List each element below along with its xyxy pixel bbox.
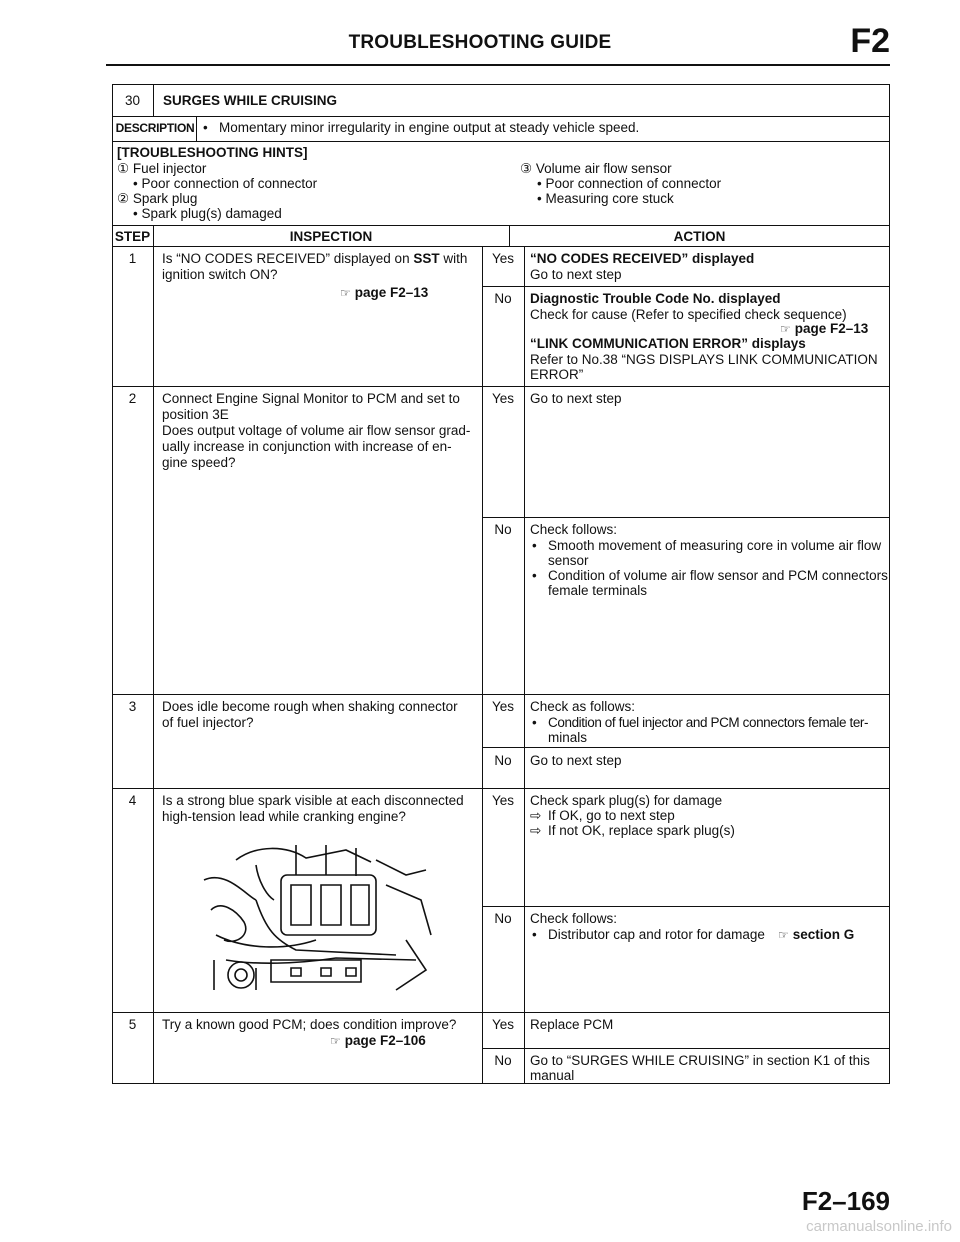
reference-icon: ☞ (780, 322, 791, 336)
divider (482, 286, 890, 287)
action-text: Check follows: (530, 911, 618, 926)
divider (112, 386, 890, 387)
inspection-text: Is a strong blue spark visible at each disconnected (162, 793, 464, 808)
action-text: ERROR” (530, 367, 584, 382)
inspection-text: gine speed? (162, 455, 236, 470)
reference-icon: ☞ (340, 286, 351, 300)
divider (482, 246, 483, 1084)
divider (153, 225, 154, 1084)
no-label: No (494, 291, 512, 306)
divider (112, 225, 890, 226)
header-rule (106, 64, 890, 66)
page-title: TROUBLESHOOTING GUIDE (348, 32, 612, 53)
bullet: • (532, 568, 537, 583)
action-text: Go to next step (530, 391, 622, 406)
no-label: No (494, 911, 512, 926)
action-text: Distributor cap and rotor for damage (548, 927, 765, 942)
action-text: If OK, go to next step (548, 808, 675, 823)
column-header-inspection: INSPECTION (289, 229, 373, 244)
divider (196, 116, 197, 141)
hint-item: • Measuring core stuck (537, 191, 674, 206)
divider (482, 517, 890, 518)
inspection-text: Is “NO CODES RECEIVED” displayed on SST with (162, 251, 468, 266)
yes-label: Yes (491, 793, 515, 808)
action-text: Replace PCM (530, 1017, 614, 1032)
reference-icon: ☞ (778, 928, 789, 942)
no-label: No (494, 1053, 512, 1068)
bullet: • (532, 927, 537, 942)
reference-icon: ☞ (330, 1034, 341, 1048)
yes-label: Yes (491, 699, 515, 714)
hint-item: • Spark plug(s) damaged (133, 206, 282, 221)
arrow-icon: ⇨ (530, 808, 542, 823)
section-reference: ☞ section G (778, 927, 855, 942)
step-number: 3 (128, 699, 137, 714)
action-text: If not OK, replace spark plug(s) (548, 823, 735, 838)
page-number: F2–169 (801, 1186, 890, 1216)
action-text: Refer to No.38 “NGS DISPLAYS LINK COMMUNICATION (530, 352, 878, 367)
divider (482, 1048, 890, 1049)
description-text: Momentary minor irregularity in engine output at steady vehicle speed. (219, 120, 640, 135)
action-text: Check follows: (530, 522, 618, 537)
no-label: No (494, 522, 512, 537)
hint-item: ③ Volume air flow sensor (520, 161, 672, 176)
page-reference: ☞ page F2–13 (340, 285, 429, 300)
action-text: Diagnostic Trouble Code No. displayed (530, 291, 781, 306)
bullet: • (532, 715, 537, 730)
action-text: Condition of volume air flow sensor and PCM connectors (548, 568, 888, 583)
divider (153, 84, 154, 116)
action-text: Condition of fuel injector and PCM connectors female ter- (548, 715, 869, 730)
section-title: SURGES WHILE CRUISING (163, 93, 338, 108)
action-text: minals (548, 730, 588, 745)
page-reference: ☞ page F2–13 (780, 321, 869, 336)
yes-label: Yes (491, 1017, 515, 1032)
divider (112, 141, 890, 142)
inspection-text: Does output voltage of volume air flow sensor grad- (162, 423, 471, 438)
action-text: “LINK COMMUNICATION ERROR” displays (530, 336, 806, 351)
divider (482, 906, 890, 907)
no-label: No (494, 753, 512, 768)
action-text: sensor (548, 553, 589, 568)
watermark: carmanualsonline.info (806, 1218, 952, 1235)
action-text: “NO CODES RECEIVED” displayed (530, 251, 755, 266)
column-header-step: STEP (114, 229, 151, 244)
hint-item: ① Fuel injector (117, 161, 207, 176)
bullet: • (203, 120, 208, 135)
action-text: Go to next step (530, 753, 622, 768)
divider (112, 694, 890, 695)
step-number: 4 (128, 793, 137, 808)
page-reference: ☞ page F2–106 (330, 1033, 426, 1048)
inspection-text: of fuel injector? (162, 715, 254, 730)
inspection-text: high-tension lead while cranking engine? (162, 809, 406, 824)
hint-item: • Poor connection of connector (133, 176, 318, 191)
inspection-text: Connect Engine Signal Monitor to PCM and set to (162, 391, 460, 406)
action-text: Smooth movement of measuring core in volume air flow (548, 538, 882, 553)
column-header-action: ACTION (673, 229, 726, 244)
bullet: • (532, 538, 537, 553)
action-text: Check for cause (Refer to specified check sequence) (530, 307, 847, 322)
divider (482, 747, 890, 748)
section-code: F2 (850, 22, 890, 60)
engine-illustration (196, 840, 436, 1000)
yes-label: Yes (491, 251, 515, 266)
section-number: 30 (124, 93, 141, 108)
step-number: 1 (128, 251, 137, 266)
inspection-text: ignition switch ON? (162, 267, 278, 282)
divider (524, 246, 525, 1084)
inspection-text: ually increase in conjunction with increase of en- (162, 439, 452, 454)
action-text: female terminals (548, 583, 648, 598)
inspection-text: Does idle become rough when shaking connector (162, 699, 458, 714)
step-number: 2 (128, 391, 137, 406)
action-text: manual (530, 1068, 575, 1083)
step-number: 5 (128, 1017, 137, 1032)
hint-item: • Poor connection of connector (537, 176, 722, 191)
action-text: Check as follows: (530, 699, 636, 714)
yes-label: Yes (491, 391, 515, 406)
hint-item: ② Spark plug (117, 191, 198, 206)
action-text: Check spark plug(s) for damage (530, 793, 723, 808)
action-text: Go to “SURGES WHILE CRUISING” in section K1 of this (530, 1053, 870, 1068)
hints-title: [TROUBLESHOOTING HINTS] (117, 145, 308, 160)
inspection-text: Try a known good PCM; does condition improve? (162, 1017, 457, 1032)
arrow-icon: ⇨ (530, 823, 542, 838)
inspection-text: position 3E (162, 407, 229, 422)
action-text: Go to next step (530, 267, 622, 282)
divider (112, 788, 890, 789)
divider (112, 246, 890, 247)
divider (112, 1012, 890, 1013)
divider (112, 116, 890, 117)
description-label: DESCRIPTION (115, 121, 195, 135)
